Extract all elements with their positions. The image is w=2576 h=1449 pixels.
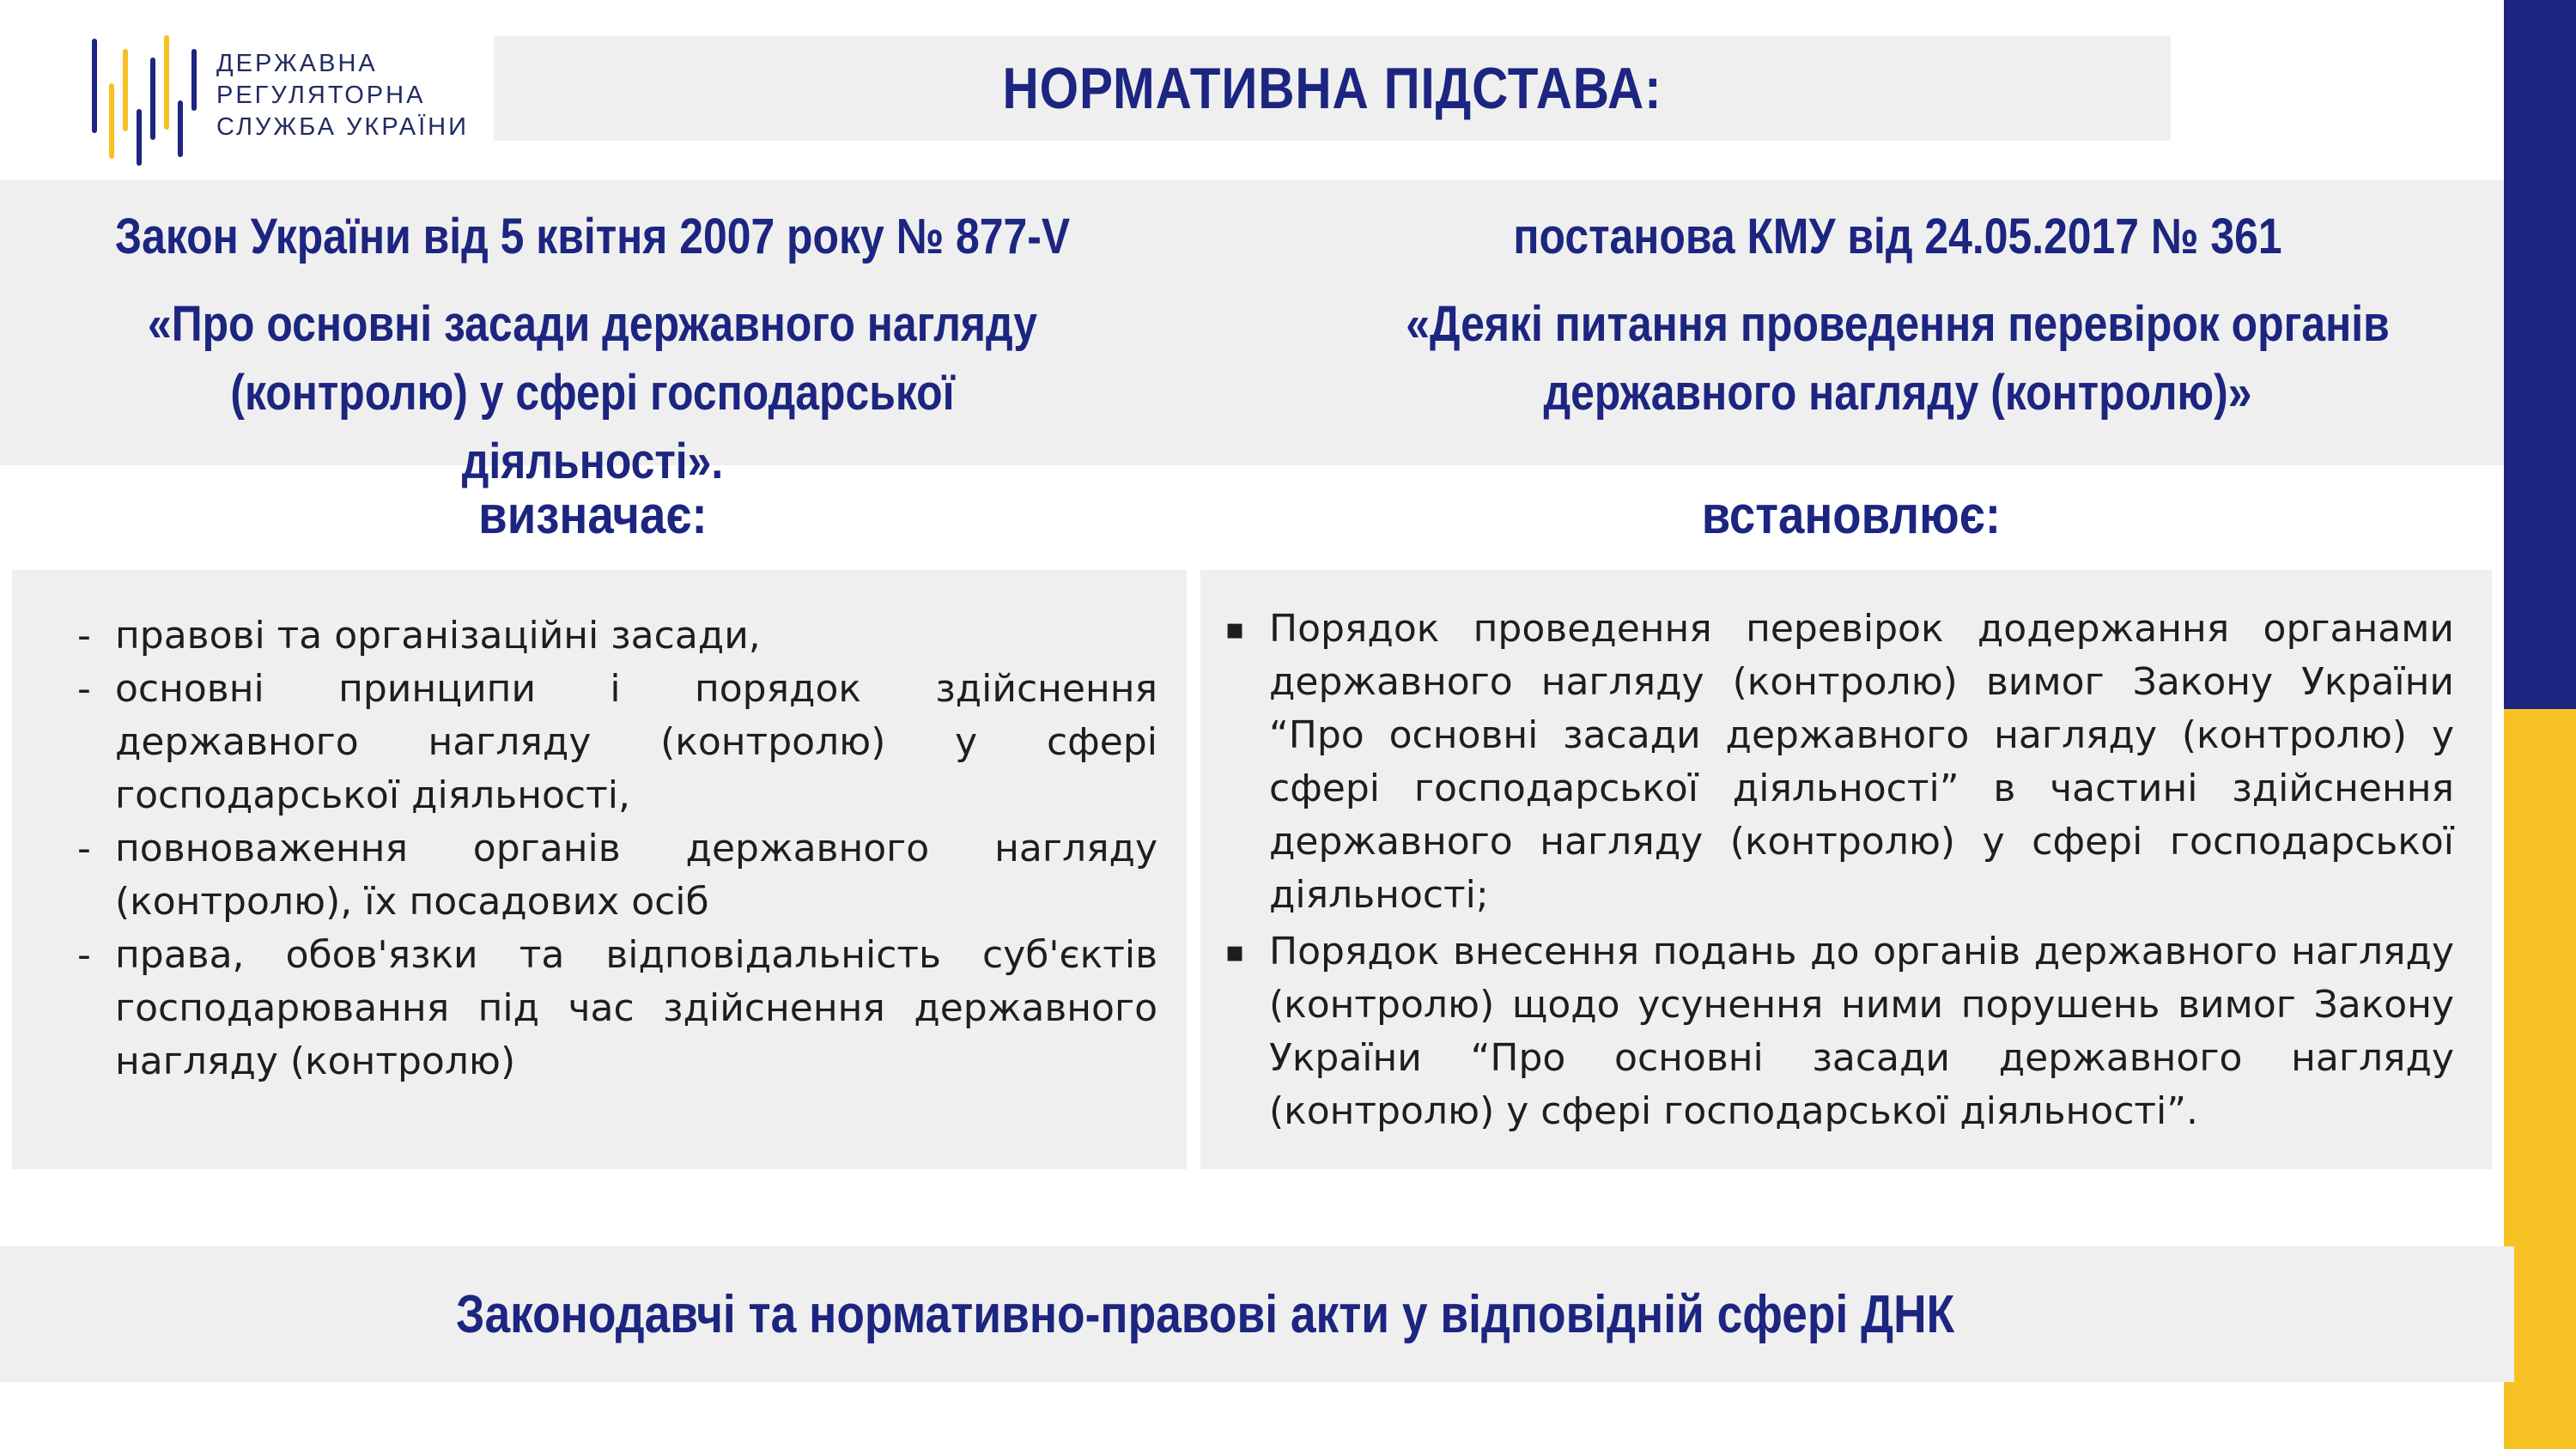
square-bullet-icon: ▪ <box>1224 612 1245 646</box>
act-right <box>1314 203 2482 427</box>
logo-line-2: РЕГУЛЯТОРНА <box>216 82 426 109</box>
list-item <box>77 929 1157 1088</box>
defines-list <box>77 609 1157 1088</box>
list-item <box>77 822 1157 929</box>
act-left <box>17 203 1168 496</box>
list-item-text: права, обов'язки та відповідальність суб'єктів господарювання під час здійснення державного нагляду (контролю) <box>115 933 1157 1083</box>
establishes-list <box>1224 603 2454 1138</box>
logo-line-1: ДЕРЖАВНА <box>216 50 378 77</box>
dash-marker: - <box>77 933 91 977</box>
list-item-text: Порядок проведення перевірок додержання органами державного нагляду (контролю) вимог Закону України “Про основні засади державного нагляду (контролю) у сфері господарської діяльності” в частині здійснення державного нагляду (контролю) у сфері господарської діяльності; <box>1269 607 2454 917</box>
list-item-text: Порядок внесення подань до органів державного нагляду (контролю) щодо усунення ними порушень вимог Закону України “Про основні засади державного нагляду (контролю) у сфері господарської діяльності”. <box>1269 930 2454 1133</box>
act-right-name: «Деякі питання проведення перевірок органів державного нагляду (контролю)» <box>1406 296 2390 421</box>
dash-marker: - <box>77 827 91 870</box>
title-bar <box>494 36 2171 141</box>
flag-stripe-blue <box>2504 0 2576 709</box>
act-right-law: постанова КМУ від 24.05.2017 № 361 <box>1513 209 2282 264</box>
subhead-defines-text: визначає: <box>477 485 708 545</box>
dash-marker: - <box>77 667 91 711</box>
page-title: НОРМАТИВНА ПІДСТАВА: <box>1002 56 1662 121</box>
list-item <box>77 663 1157 822</box>
logo-bars-icon <box>94 38 194 163</box>
subhead-defines <box>0 481 1185 549</box>
list-item <box>1224 925 2454 1138</box>
list-item <box>1224 603 2454 922</box>
logo-wordmark <box>216 48 469 143</box>
list-item-text: правові та організаційні засади, <box>115 614 761 658</box>
act-left-name: «Про основні засади державного нагляду (контролю) у сфері господарської діяльності». <box>147 296 1038 489</box>
list-item-text: повноваження органів державного нагляду (контролю), їх посадових осіб <box>115 827 1157 924</box>
list-item-text: основні принципи і порядок здійснення державного нагляду (контролю) у сфері господарської діяльності, <box>115 667 1157 817</box>
flag-stripe-yellow <box>2504 709 2576 1449</box>
list-item <box>77 609 1157 663</box>
bottom-caption: Законодавчі та нормативно-правові акти у відповідній сфері ДНК <box>456 1284 1955 1344</box>
dash-marker: - <box>77 614 91 658</box>
logo-line-3: СЛУЖБА УКРАЇНИ <box>216 113 469 141</box>
act-left-law: Закон України від 5 квітня 2007 року № 877-V <box>114 209 1071 264</box>
square-bullet-icon: ▪ <box>1224 935 1245 969</box>
bottom-band <box>0 1246 2514 1382</box>
subhead-establishes-text: встановлює: <box>1701 485 2002 545</box>
subhead-establishes <box>1202 481 2500 549</box>
